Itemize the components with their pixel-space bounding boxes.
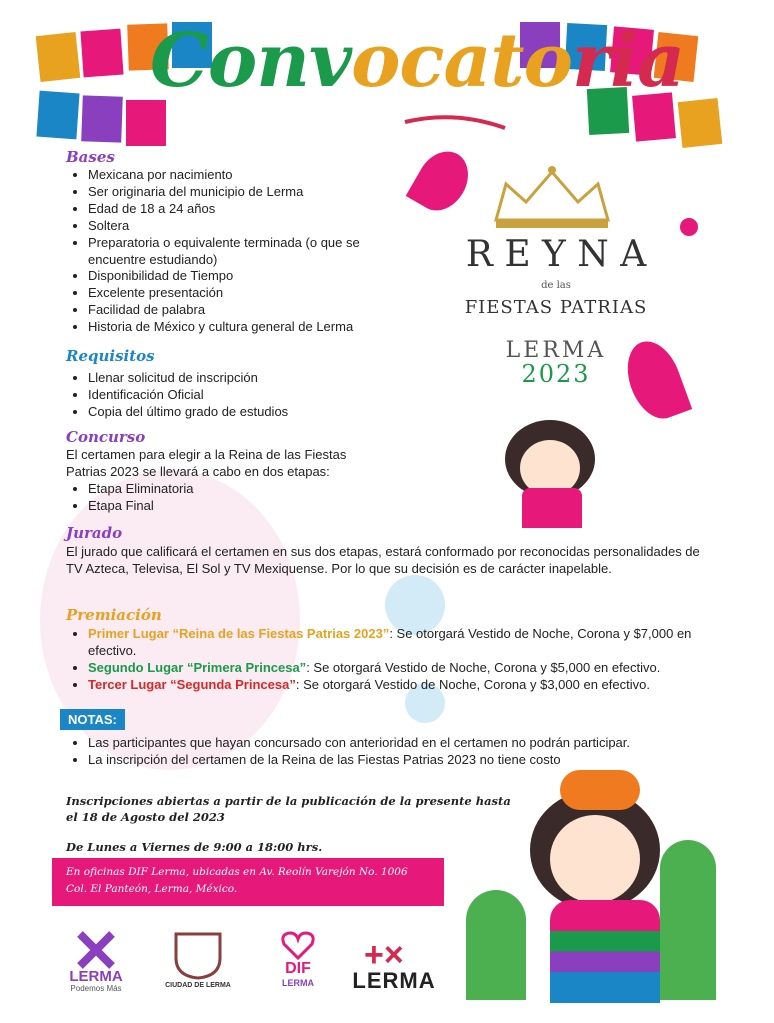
list-item [88, 677, 718, 694]
premiacion-heading: Premiación [66, 606, 162, 624]
horario-text: De Lunes a Viernes de 9:00 a 18:00 hrs. [66, 840, 323, 854]
bases-list [72, 167, 408, 336]
requisitos-heading: Requisitos [66, 347, 155, 365]
prize-text: : Se otorgará Vestido de Noche, Corona y $3,000 en efectivo. [295, 676, 650, 692]
list-item [88, 626, 718, 660]
concurso-heading: Concurso [66, 428, 146, 446]
prize-text: : Se otorgará Vestido de Noche, Corona y $5,000 en efectivo. [306, 659, 661, 675]
premiacion-list [72, 626, 718, 694]
lerma-text: LERMA [505, 338, 607, 363]
flag-decoration [81, 95, 123, 142]
list-item: • Edad de 18 a 24 años [88, 201, 408, 218]
big-lerma-text: LERMA [352, 968, 436, 993]
list-item: • La inscripción del certamen de la Reina de las Fiestas Patrias 2023 no tiene costo [88, 752, 728, 769]
flag-decoration [678, 98, 723, 148]
list-item: • Disponibilidad de Tiempo [88, 268, 408, 285]
dot-decoration [680, 218, 698, 236]
list-item: • Copia del último grado de estudios [88, 404, 408, 421]
list-item: • Soltera [88, 218, 408, 235]
list-item [88, 660, 718, 677]
de-las-text: de las [541, 280, 571, 291]
jurado-text: El jurado que calificará el certamen en sus dos etapas, estará conformado por reconocidas personalidades de TV Azteca, Televisa, El Sol y TV Mexiquense. Por lo que su decisión es de carácter inapelable. [66, 544, 700, 576]
dif-heart-icon [280, 930, 316, 960]
oficinas-line1: En oficinas DIF Lerma, ubicadas en Av. Reolín Varejón No. 1006 [66, 866, 408, 878]
crown-icon [490, 162, 614, 232]
concurso-text: El certamen para elegir a la Reina de las Fiestas Patrias 2023 se llevará a cabo en dos etapas: [66, 447, 347, 479]
doll-face [550, 815, 640, 903]
lerma-logo-text: LERMA [69, 968, 123, 985]
cactus [466, 890, 526, 1000]
doll-dress [550, 900, 660, 1003]
ciudad-text: CIUDAD DE LERMA [165, 982, 231, 989]
prize-label: Segundo Lugar “Primera Princesa” [88, 659, 307, 675]
flag-decoration [126, 100, 166, 146]
prize-label: Primer Lugar “Reina de las Fiestas Patrias 2023” [88, 626, 390, 641]
list-item: • Excelente presentación [88, 285, 408, 302]
inscripciones-line1: Inscripciones abiertas a partir de la publicación de la presente hasta [66, 794, 511, 808]
concurso-list [72, 481, 388, 515]
list-item: • Facilidad de palabra [88, 302, 408, 319]
ciudad-shield-icon [170, 928, 226, 980]
list-item: • Llenar solicitud de inscripción [88, 370, 408, 387]
list-item: • Etapa Final [88, 498, 388, 515]
list-item: • Mexicana por nacimiento [88, 167, 408, 184]
bases-heading: Bases [66, 148, 115, 166]
drop-decoration [406, 142, 479, 220]
dif-sub-text: LERMA [282, 978, 314, 988]
list-item: • Etapa Eliminatoria [88, 481, 388, 498]
prize-label: Tercer Lugar “Segunda Princesa” [88, 676, 296, 692]
prize-text: : Se otorgará Vestido de Noche, Corona y $7,000 en efectivo. [88, 626, 692, 658]
lerma-logo-icon [76, 930, 116, 970]
reyna-word: R E Y N A [465, 234, 647, 275]
lerma-tagline: Podemos Más [70, 984, 122, 993]
doll-flowers [560, 770, 640, 810]
inscripciones-line2: el 18 de Agosto del 2023 [66, 810, 225, 824]
list-item: • Las participantes que hayan concursado con anterioridad en el certamen no podrán participar. [88, 735, 728, 752]
oficinas-line2: Col. El Panteón, Lerma, México. [66, 883, 238, 895]
list-item: • Historia de México y cultura general de Lerma [88, 319, 408, 336]
jurado-heading: Jurado [66, 524, 123, 542]
dif-text: DIF [285, 960, 311, 977]
plus-x-icon: +× [364, 936, 404, 974]
doll-dress [522, 488, 582, 528]
notas-label: NOTAS: [60, 709, 125, 730]
list-item: • Preparatoria o equivalente terminada (o que se encuentre estudiando) [88, 235, 408, 269]
page-title: Convocatoria [150, 18, 685, 104]
list-item: • Identificación Oficial [88, 387, 408, 404]
flag-decoration [36, 32, 81, 82]
fiestas-patrias-text: FIESTAS PATRIAS [464, 297, 648, 318]
cactus [660, 840, 716, 1000]
notas-list [72, 735, 728, 769]
flag-decoration [80, 29, 123, 78]
list-item: • Ser originaria del municipio de Lerma [88, 184, 408, 201]
oficinas-banner [52, 858, 444, 906]
year-text: 2023 [521, 360, 591, 388]
flag-decoration [36, 91, 79, 140]
title-swash [400, 108, 510, 134]
requisitos-list [72, 370, 408, 421]
